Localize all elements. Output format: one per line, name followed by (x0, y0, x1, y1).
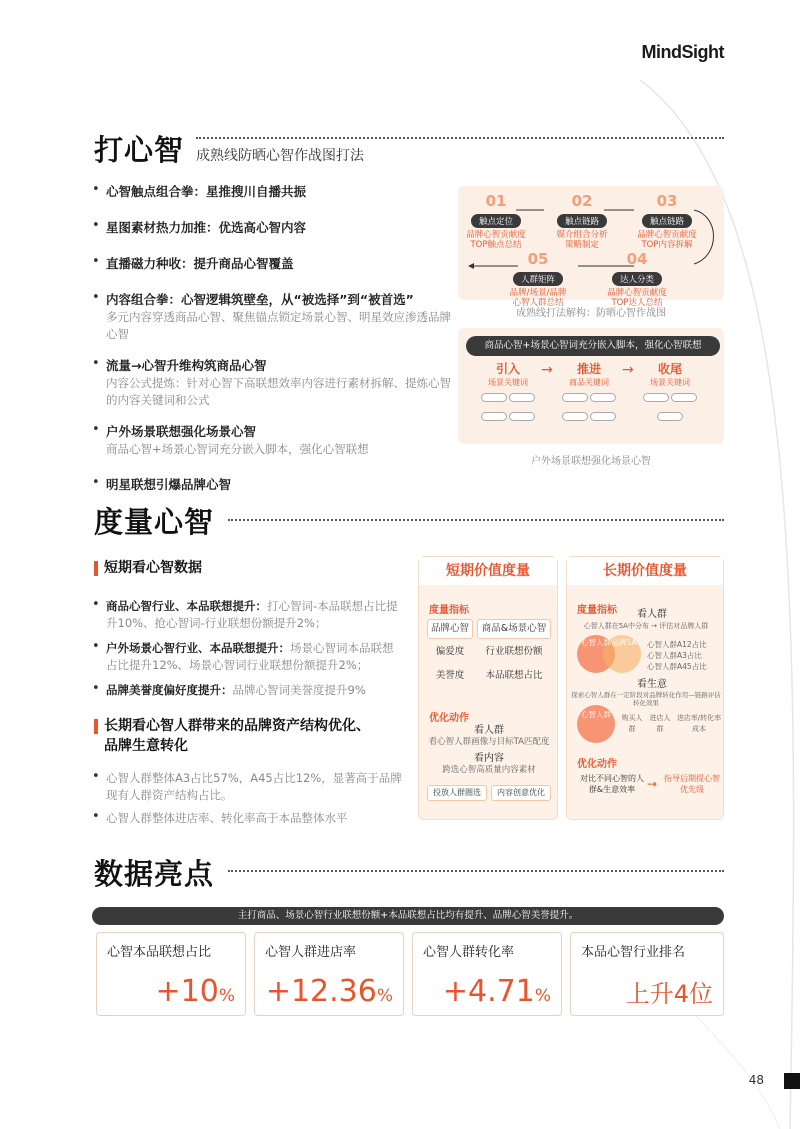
list-item: • 户外场景联想强化场景心智 商品心智+场景心智词充分嵌入脚本，强化心智联想 (92, 423, 452, 458)
optimize-left: 对比不同心智的人群&生意效率 (580, 774, 644, 794)
circle-label: 心智人群 (581, 710, 611, 719)
see-crowd-desc: 看心智人群画像与目标TA匹配度 (428, 737, 550, 747)
script-stage-intro: 引入 场景关键词 (472, 360, 544, 426)
action-chip: 投放人群圈选 (427, 785, 487, 801)
metric-cell: 本品联想占比 (485, 670, 543, 681)
script-stage-close: 收尾 场景关键词 (634, 360, 706, 426)
metric-header: 品牌心智 (427, 619, 473, 639)
metric-item: 心智人群A3占比 (647, 651, 702, 660)
stat-card (412, 932, 562, 1016)
page-marker (784, 1073, 800, 1089)
see-business-label: 看生意 (637, 679, 667, 690)
divider-dots (228, 519, 724, 521)
list-item: • 品牌美誉度偏好度提升：品牌心智词美誉度提升9% (92, 682, 402, 699)
flow-node-04: 04 达人分类 品牌心智贡献度 TOP达人总结 (607, 250, 667, 308)
stat-value: +12.36% (265, 974, 393, 1009)
list-item: • 流量→心智升维构筑商品心智 内容公式提炼：针对心智下高联想效率内容进行素材拆解、提炼心智的内容关键词和公式 (92, 357, 452, 409)
stat-label: 心智本品联想占比 (107, 945, 212, 960)
metric-cell: 偏爱度 (435, 646, 465, 657)
list-item: • 心智触点组合拳：星推搜川自播共振 (92, 183, 452, 201)
measure-label: 度量指标 (577, 605, 617, 616)
list-item: • 明星联想引爆品牌心智 (92, 476, 452, 494)
stat-value: +4.71% (442, 974, 551, 1009)
long-term-value-card (566, 556, 724, 820)
card-title: 长期价值度量 (567, 557, 723, 585)
see-content-label: 看内容 (474, 753, 504, 764)
stat-label: 本品心智行业排名 (581, 945, 686, 960)
long-term-bullets (92, 770, 402, 841)
short-term-value-card (418, 556, 558, 820)
circle-label: 心智人群 (581, 638, 611, 647)
section-title-1: 打心智 (94, 128, 184, 169)
stat-card (254, 932, 404, 1016)
section-title-2: 度量心智 (94, 500, 214, 541)
diagram-caption-2: 户外场景联想强化场景心智 (531, 456, 651, 467)
divider-dots (196, 137, 724, 139)
optimize-label: 优化动作 (577, 759, 617, 770)
optimize-label: 优化动作 (429, 713, 469, 724)
card-title: 短期价值度量 (419, 557, 557, 585)
circle-label: 品牌5A (611, 638, 637, 647)
flow-node-05: 05 人群矩阵 品牌/场景/品牌 心智人群总结 (509, 250, 567, 308)
strategy-bullet-list (92, 183, 452, 508)
script-stage-advance: 推进 商品关键词 (553, 360, 625, 426)
diagram-caption-1: 成熟线打法解构：防晒心智作战图 (516, 308, 666, 319)
measure-label: 度量指标 (429, 605, 469, 616)
stat-card (96, 932, 246, 1016)
see-crowd-label: 看人群 (637, 609, 667, 620)
see-content-desc: 跨选心智高质量内容素材 (442, 765, 536, 775)
metric-cell: 行业联想份额 (485, 646, 543, 657)
step-item: 购买人群 (621, 714, 643, 733)
short-term-bullets (92, 598, 402, 713)
section-title-3: 数据亮点 (94, 852, 214, 893)
page-number: 48 (748, 1073, 764, 1087)
arrow-right-icon: → (647, 777, 658, 791)
arrow-right-icon: → (622, 362, 634, 378)
brand-logo: MindSight (641, 42, 724, 62)
highlight-banner: 主打商品、场景心智行业联想份额+本品联想占比均有提升、品牌心智美誉提升。 (92, 907, 724, 925)
optimize-right: 指导后期提心智优先级 (664, 774, 720, 794)
see-crowd-label: 看人群 (474, 725, 504, 736)
list-item: • 内容组合拳：心智逻辑筑壁垒，从“被选择”到“被首选” 多元内容穿透商品心智、聚焦锚点锁定场景心智、明星效应渗透品牌心智 (92, 291, 452, 343)
list-item: • 心智人群整体进店率、转化率高于本品整体水平 (92, 810, 402, 827)
stat-label: 心智人群转化率 (423, 945, 515, 960)
battle-map-diagram (458, 186, 724, 308)
metric-header: 商品&场景心智 (477, 619, 551, 639)
metric-item: 心智人群A12占比 (647, 640, 707, 649)
see-business-desc: 探索心智人群在一定阶段对品牌转化作用—链路评估转化效果 (571, 691, 721, 707)
script-flow-header: 商品心智+场景心智词充分嵌入脚本，强化心智联想 (466, 336, 720, 356)
flow-node-01: 01 触点定位 品牌心智贡献度 TOP触点总结 (466, 192, 526, 250)
stat-card (570, 932, 724, 1016)
step-item: 进店率/转化率成本 (676, 714, 722, 733)
list-item: • 直播磁力种收：提升商品心智覆盖 (92, 255, 452, 273)
section-subtitle-1: 成熟线防晒心智作战图打法 (196, 148, 364, 164)
metric-item: 心智人群A45占比 (647, 662, 707, 671)
metric-cell: 美誉度 (435, 670, 465, 681)
divider-dots (228, 870, 724, 872)
list-item: • 商品心智行业、本品联想提升：打心智词-本品联想占比提升10%、抢心智词-行业联想份额提升2%； (92, 598, 402, 632)
long-term-heading: 长期看心智人群带来的品牌资产结构优化、 品牌生意转化 (94, 716, 370, 756)
see-crowd-desc: 心智人群在5A中分布 → 评估对品牌人群 (583, 622, 709, 630)
stat-label: 心智人群进店率 (265, 945, 357, 960)
stat-value: 上升4位 (625, 980, 713, 1008)
action-chip: 内容创意优化 (491, 785, 551, 801)
arrow-right-icon: → (541, 362, 553, 378)
list-item: • 户外场景心智行业、本品联想提升：场景心智词本品联想占比提升12%、场景心智词行业联想份额提升2%； (92, 640, 402, 674)
list-item: • 星图素材热力加推：优选高心智内容 (92, 219, 452, 237)
step-item: 进店人群 (649, 714, 671, 733)
stat-value: +10% (155, 974, 235, 1009)
flow-node-03: 03 触点链路 品牌心智贡献度 TOP内容拆解 (637, 192, 697, 250)
short-term-heading: 短期看心智数据 (94, 558, 202, 578)
list-item: • 心智人群整体A3占比57%，A45占比12%，显著高于品牌现有人群资产结构占比。 (92, 770, 402, 804)
flow-node-02: 02 触点链路 媒介组合分析 策略制定 (556, 192, 608, 250)
